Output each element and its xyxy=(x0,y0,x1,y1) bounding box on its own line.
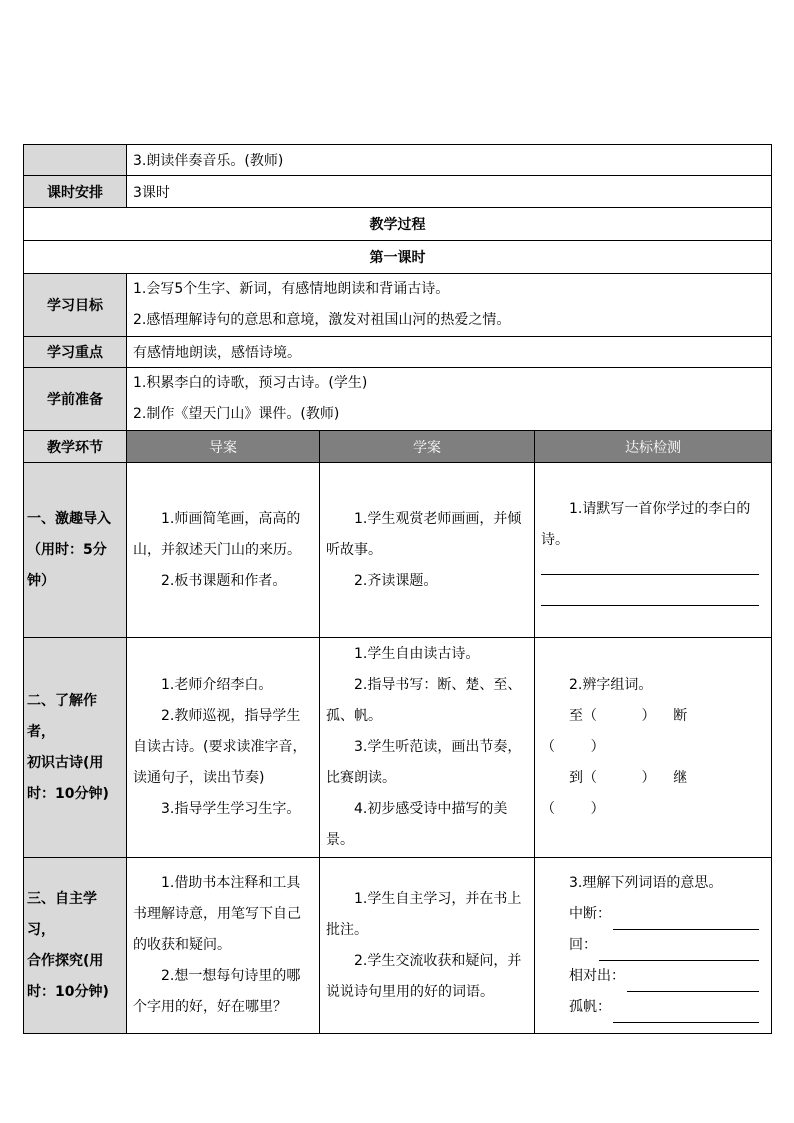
answer-line xyxy=(541,605,759,606)
definition-item: 相对出： xyxy=(541,961,765,992)
prep-row xyxy=(24,368,772,431)
header-guide: 导案 xyxy=(127,431,320,463)
stage-guide: 1.师画简笔画，高高的山，并叙述天门山的来历。 2.板书课题和作者。 xyxy=(127,463,320,638)
stage-guide: 1.老师介绍李白。 2.教师巡视，指导学生自读古诗。(要求读准字音，读通句子，读出节奏) 3.指导学生学习生字。 xyxy=(127,638,320,858)
goals-row xyxy=(24,274,772,337)
stage-check: 2.辨字组词。 至（ ） 断 （ ） 到（ ） 继 （ ） xyxy=(535,638,772,858)
first-lesson-row xyxy=(24,241,772,274)
prep-item: 1.积累李白的诗歌，预习古诗。(学生) xyxy=(133,375,368,391)
stage-check: 3.理解下列词语的意思。 中断： 回： 相对出： 孤帆： xyxy=(535,858,772,1034)
stage-title: 二、了解作者， 初识古诗(用 时：10分钟) xyxy=(24,638,127,858)
stage-row xyxy=(24,858,772,1034)
goals-content xyxy=(127,274,772,337)
word-pair: 到（ ） 继 xyxy=(569,770,688,786)
stage-study: 1.学生自由读古诗。 2.指导书写：断、楚、至、孤、帆。 3.学生听范读，画出节奏，比赛朗读。 4.初步感受诗中描写的美景。 xyxy=(320,638,535,858)
stage-title: 三、自主学习， 合作探究(用 时：10分钟) xyxy=(24,858,127,1034)
hours-row xyxy=(24,176,772,208)
stage-guide: 1.借助书本注释和工具书理解诗意，用笔写下自己的收获和疑问。 2.想一想每句诗里的哪个字用的好，好在哪里？ xyxy=(127,858,320,1034)
process-title-row xyxy=(24,208,772,241)
header-check: 达标检测 xyxy=(535,431,772,463)
definition-item: 中断： xyxy=(541,899,765,930)
definition-item: 回： xyxy=(541,930,765,961)
hours-value: 3课时 xyxy=(127,176,772,208)
stage-row xyxy=(24,463,772,638)
prep-continuation-text: 3.朗读伴奏音乐。(教师) xyxy=(127,145,772,176)
stage-study: 1.学生自主学习，并在书上批注。 2.学生交流收获和疑问，并说说诗句里用的好的词语。 xyxy=(320,858,535,1034)
focus-row xyxy=(24,337,772,368)
prep-continuation-row xyxy=(24,145,772,176)
stage-title: 一、激趣导入 （用时：5分 钟） xyxy=(24,463,127,638)
prep-item: 2.制作《望天门山》课件。(教师) xyxy=(133,406,340,422)
goal-item: 2.感悟理解诗句的意思和意境，激发对祖国山河的热爱之情。 xyxy=(133,312,511,328)
definition-item: 孤帆： xyxy=(541,992,765,1023)
word-pair: （ ） xyxy=(541,801,605,817)
prep-label: 学前准备 xyxy=(24,368,127,431)
word-pair: 至（ ） 断 xyxy=(569,708,688,724)
prep-continuation-label xyxy=(24,145,127,176)
header-stage: 教学环节 xyxy=(24,431,127,463)
focus-value: 有感情地朗读，感悟诗境。 xyxy=(127,337,772,368)
stage-study: 1.学生观赏老师画画，并倾听故事。 2.齐读课题。 xyxy=(320,463,535,638)
header-study: 学案 xyxy=(320,431,535,463)
word-pair: （ ） xyxy=(541,739,605,755)
prep-content xyxy=(127,368,772,431)
goals-label: 学习目标 xyxy=(24,274,127,337)
lesson-plan-table xyxy=(23,144,772,1034)
first-lesson-title: 第一课时 xyxy=(24,241,772,274)
focus-label: 学习重点 xyxy=(24,337,127,368)
hours-label: 课时安排 xyxy=(24,176,127,208)
table-header-row xyxy=(24,431,772,463)
process-title: 教学过程 xyxy=(24,208,772,241)
stage-row xyxy=(24,638,772,858)
stage-check: 1.请默写一首你学过的李白的诗。 xyxy=(535,463,772,638)
goal-item: 1.会写5个生字、新词，有感情地朗读和背诵古诗。 xyxy=(133,281,450,297)
